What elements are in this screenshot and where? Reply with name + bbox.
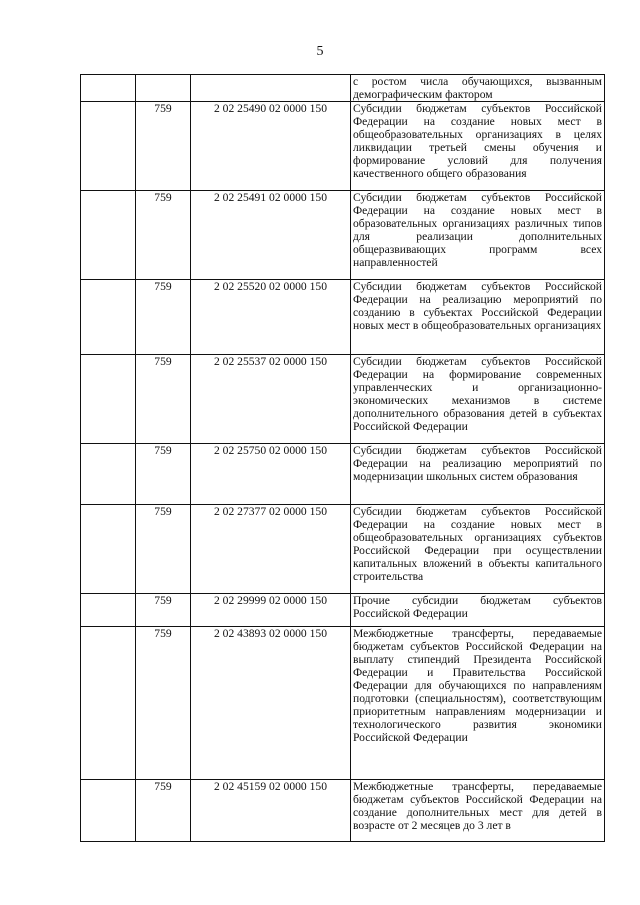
description: Субсидии бюджетам субъектов Российской Федерации на реализацию мероприятий по созданию в субъектах Российской Федерации новых мест в общеобразовательных организациях	[351, 280, 605, 355]
table-cell-blank	[81, 627, 136, 780]
admin-code: 759	[136, 594, 191, 627]
table-row	[81, 355, 605, 444]
budget-code: 2 02 25750 02 0000 150	[191, 444, 351, 505]
table-cell-blank	[81, 191, 136, 280]
description: Субсидии бюджетам субъектов Российской Федерации на создание новых мест в образовательных организациях различных типов для реализации дополнительных общеразвивающих программ всех направленностей	[351, 191, 605, 280]
admin-code: 759	[136, 191, 191, 280]
table-row	[81, 780, 605, 842]
table-cell-blank	[81, 594, 136, 627]
admin-code: 759	[136, 102, 191, 191]
description: Межбюджетные трансферты, передаваемые бюджетам субъектов Российской Федерации на выплату стипендий Президента Российской Федерации и Правительства Российской Федерации для обучающихся по направлениям подготовки (специальностям), соответствующим приоритетным направлениям модернизации и технологического развития экономики Российской Федерации	[351, 627, 605, 780]
table-cell-blank	[81, 75, 136, 102]
table-cell-blank	[81, 444, 136, 505]
budget-code: 2 02 25491 02 0000 150	[191, 191, 351, 280]
budget-code: 2 02 29999 02 0000 150	[191, 594, 351, 627]
budget-code: 2 02 25537 02 0000 150	[191, 355, 351, 444]
table-cell-blank	[81, 505, 136, 594]
page-number: 5	[316, 44, 324, 59]
admin-code: 759	[136, 355, 191, 444]
budget-code: 2 02 25520 02 0000 150	[191, 280, 351, 355]
table-cell-blank	[81, 102, 136, 191]
table-row	[81, 191, 605, 280]
budget-codes-table	[80, 74, 605, 842]
budget-code: 2 02 45159 02 0000 150	[191, 780, 351, 842]
admin-code: 759	[136, 780, 191, 842]
table-cell-blank	[136, 75, 191, 102]
description: Прочие субсидии бюджетам субъектов Российской Федерации	[351, 594, 605, 627]
table-row	[81, 505, 605, 594]
description: Субсидии бюджетам субъектов Российской Федерации на формирование современных управленческих и организационно-экономических механизмов в системе дополнительного образования детей в субъектах Российской Федерации	[351, 355, 605, 444]
description: Субсидии бюджетам субъектов Российской Федерации на реализацию мероприятий по модернизации школьных систем образования	[351, 444, 605, 505]
description: Межбюджетные трансферты, передаваемые бюджетам субъектов Российской Федерации на создание дополнительных мест для детей в возрасте от 2 месяцев до 3 лет в	[351, 780, 605, 842]
description: Субсидии бюджетам субъектов Российской Федерации на создание новых мест в общеобразовательных организациях субъектов Российской Федерации при осуществлении капитальных вложений в объекты капитального строительства	[351, 505, 605, 594]
table-row	[81, 102, 605, 191]
table-row	[81, 444, 605, 505]
table-row	[81, 594, 605, 627]
description: Субсидии бюджетам субъектов Российской Федерации на создание новых мест в общеобразовательных организациях в целях ликвидации третьей смены обучения и формирование условий для получения качественного общего образования	[351, 102, 605, 191]
table-cell-blank	[81, 355, 136, 444]
admin-code: 759	[136, 627, 191, 780]
budget-code: 2 02 27377 02 0000 150	[191, 505, 351, 594]
table-row-continuation	[81, 75, 605, 102]
admin-code: 759	[136, 280, 191, 355]
admin-code: 759	[136, 505, 191, 594]
budget-code: 2 02 43893 02 0000 150	[191, 627, 351, 780]
table-cell-blank	[81, 780, 136, 842]
table-row	[81, 280, 605, 355]
table-cell-blank	[81, 280, 136, 355]
table-row	[81, 627, 605, 780]
admin-code: 759	[136, 444, 191, 505]
table-cell-blank	[191, 75, 351, 102]
budget-code: 2 02 25490 02 0000 150	[191, 102, 351, 191]
continuation-description: с ростом числа обучающихся, вызванным демографическим фактором	[351, 75, 605, 102]
